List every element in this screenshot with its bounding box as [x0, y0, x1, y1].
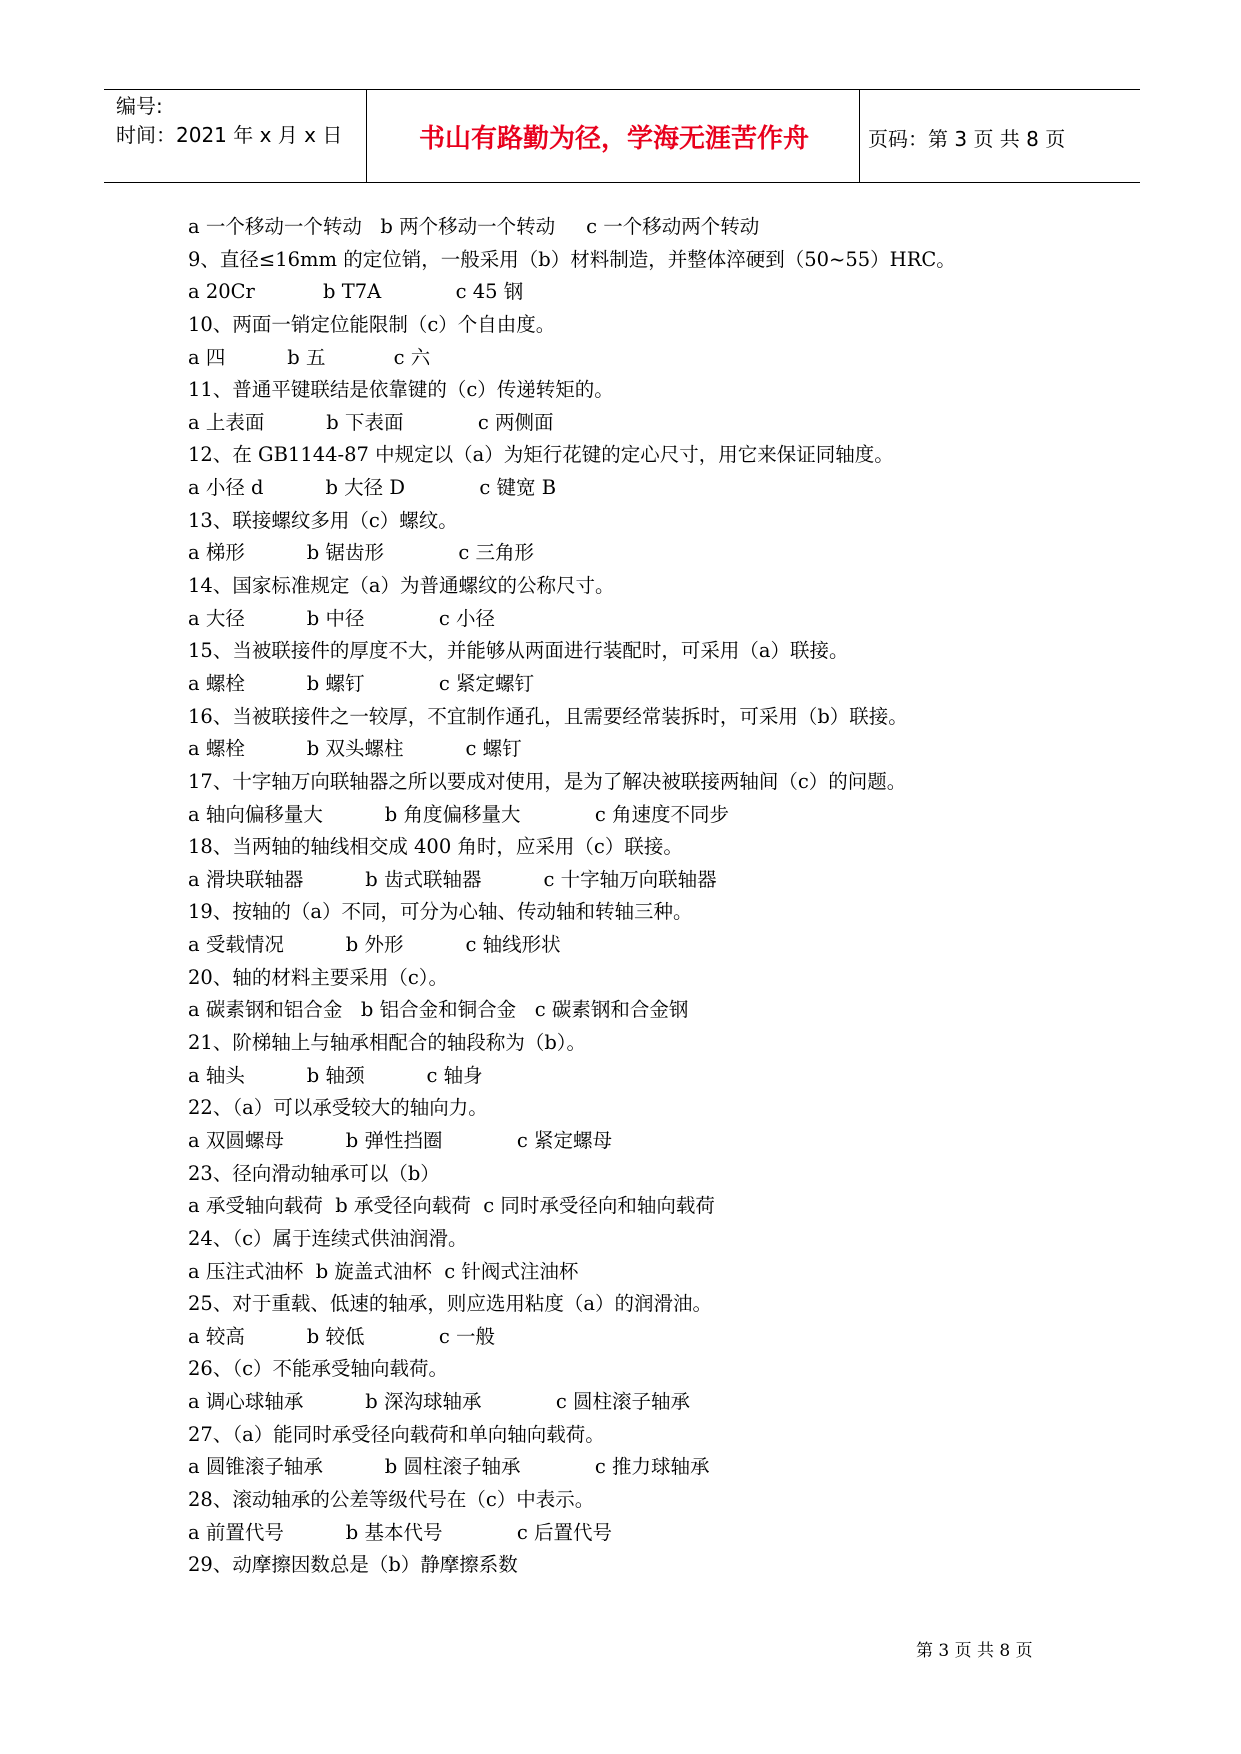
time-label: 时间：2021 年 x 月 x 日 [116, 123, 343, 147]
question-line: 15、当被联接件的厚度不大，并能够从两面进行装配时，可采用（a）联接。 [188, 639, 849, 663]
answer-options-line: a 上表面 b 下表面 c 两侧面 [188, 410, 554, 434]
question-line: 9、直径≤16mm 的定位销，一般采用（b）材料制造，并整体淬硬到（50~55）HRC。 [188, 247, 956, 271]
question-line: 16、当被联接件之一较厚，不宜制作通孔，且需要经常装拆时，可采用（b）联接。 [188, 704, 908, 728]
question-line: 14、国家标准规定（a）为普通螺纹的公称尺寸。 [188, 574, 615, 598]
answer-options-line: a 承受轴向载荷 b 承受径向载荷 c 同时承受径向和轴向载荷 [188, 1194, 715, 1218]
footer-page-number: 第 3 页 共 8 页 [916, 1641, 1033, 1661]
question-line: 18、当两轴的轴线相交成 400 角时，应采用（c）联接。 [188, 835, 683, 859]
answer-options-line: a 一个移动一个转动 b 两个移动一个转动 c 一个移动两个转动 [188, 215, 760, 238]
answer-options-line: a 轴头 b 轴颈 c 轴身 [188, 1063, 483, 1087]
header-rule-bottom [104, 182, 1140, 183]
answer-options-line: a 调心球轴承 b 深沟球轴承 c 圆柱滚子轴承 [188, 1390, 690, 1414]
answer-options-line: a 压注式油杯 b 旋盖式油杯 c 针阀式注油杯 [188, 1259, 579, 1283]
answer-options-line: a 大径 b 中径 c 小径 [188, 606, 495, 630]
question-line: 13、联接螺纹多用（c）螺纹。 [188, 508, 458, 532]
header-divider-left [366, 89, 367, 183]
question-line: 24、（c）属于连续式供油润滑。 [188, 1226, 468, 1250]
question-list [188, 211, 1108, 1582]
header-rule-top [104, 89, 1140, 90]
header-meta [116, 92, 342, 150]
answer-options-line: a 20Cr b T7A c 45 钢 [188, 280, 524, 304]
answer-options-line: a 轴向偏移量大 b 角度偏移量大 c 角速度不同步 [188, 802, 729, 826]
header-divider-right [859, 89, 860, 183]
answer-options-line: a 圆锥滚子轴承 b 圆柱滚子轴承 c 推力球轴承 [188, 1455, 710, 1479]
question-line: 17、十字轴万向联轴器之所以要成对使用，是为了解决被联接两轴间（c）的问题。 [188, 769, 907, 793]
header-motto: 书山有路勤为径，学海无涯苦作舟 [418, 124, 809, 154]
number-label: 编号: [116, 94, 163, 118]
header-page-label: 页码：第 3 页 共 8 页 [868, 127, 1066, 151]
answer-options-line: a 梯形 b 锯齿形 c 三角形 [188, 541, 534, 565]
answer-options-line: a 双圆螺母 b 弹性挡圈 c 紧定螺母 [188, 1128, 612, 1152]
answer-options-line: a 碳素钢和铝合金 b 铝合金和铜合金 c 碳素钢和合金钢 [188, 998, 689, 1022]
question-line: 26、（c）不能承受轴向载荷。 [188, 1357, 448, 1381]
answer-options-line: a 四 b 五 c 六 [188, 345, 431, 369]
question-line: 10、两面一销定位能限制（c）个自由度。 [188, 312, 556, 336]
answer-options-line: a 较高 b 较低 c 一般 [188, 1324, 495, 1348]
question-line: 19、按轴的（a）不同，可分为心轴、传动轴和转轴三种。 [188, 900, 693, 924]
answer-options-line: a 小径 d b 大径 D c 键宽 B [188, 476, 557, 500]
question-line: 22、（a）可以承受较大的轴向力。 [188, 1096, 488, 1120]
question-line: 12、在 GB1144-87 中规定以（a）为矩行花键的定心尺寸，用它来保证同轴度。 [188, 443, 894, 467]
question-line: 11、普通平键联结是依靠键的（c）传递转矩的。 [188, 378, 614, 402]
answer-options-line: a 滑块联轴器 b 齿式联轴器 c 十字轴万向联轴器 [188, 867, 717, 891]
question-line: 29、动摩擦因数总是（b）静摩擦系数 [188, 1553, 518, 1577]
question-line: 20、轴的材料主要采用（c）。 [188, 965, 448, 989]
answer-options-line: a 受载情况 b 外形 c 轴线形状 [188, 933, 561, 957]
question-line: 23、径向滑动轴承可以（b） [188, 1161, 440, 1185]
answer-options-line: a 螺栓 b 螺钉 c 紧定螺钉 [188, 671, 534, 695]
answer-options-line: a 螺栓 b 双头螺柱 c 螺钉 [188, 737, 522, 761]
question-line: 25、对于重载、低速的轴承，则应选用粘度（a）的润滑油。 [188, 1292, 712, 1316]
question-line: 21、阶梯轴上与轴承相配合的轴段称为（b）。 [188, 1031, 587, 1055]
answer-options-line: a 前置代号 b 基本代号 c 后置代号 [188, 1520, 612, 1544]
question-line: 28、滚动轴承的公差等级代号在（c）中表示。 [188, 1487, 595, 1511]
question-line: 27、（a）能同时承受径向载荷和单向轴向载荷。 [188, 1422, 605, 1446]
